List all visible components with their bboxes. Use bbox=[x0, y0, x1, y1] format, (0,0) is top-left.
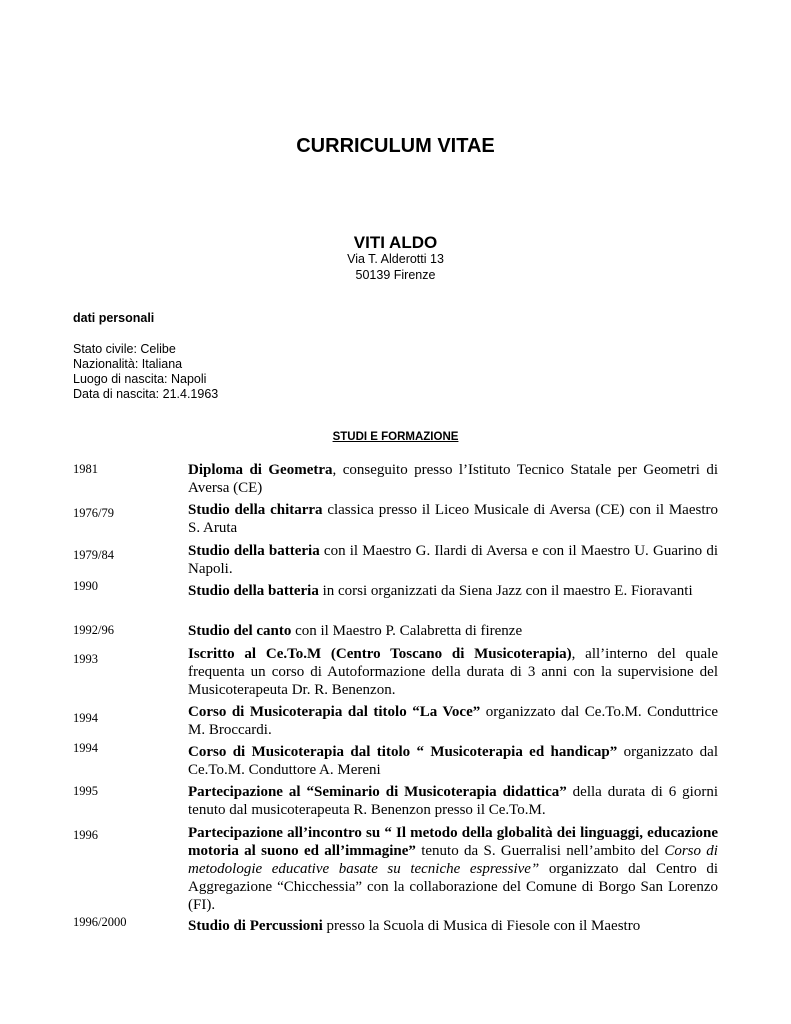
entry-title: Diploma di Geometra bbox=[188, 462, 333, 478]
entry-text: con il Maestro P. Calabretta di firenze bbox=[291, 623, 523, 639]
entry-year: 1979/84 bbox=[73, 548, 114, 562]
nationality: Nazionalità: Italiana bbox=[73, 357, 183, 371]
entry-title: Corso di Musicoterapia dal titolo “La Voce” bbox=[188, 704, 481, 720]
entry-description bbox=[188, 622, 718, 640]
entry-course-title: Corso di metodologie educative basate su tecniche espressive” bbox=[188, 843, 718, 877]
entry-text: con il Maestro G. Ilardi di Aversa e con il Maestro U. Guarino di Napoli. bbox=[188, 543, 718, 577]
entry-description bbox=[188, 824, 718, 914]
entry-text-continued: organizzato dal Centro di Aggregazione “Chicchessia” con la collaborazione del Comune di Borgo San Lorenzo (FI). bbox=[188, 861, 718, 913]
birthplace: Luogo di nascita: Napoli bbox=[73, 372, 207, 386]
entry-description bbox=[188, 917, 718, 935]
entry-year: 1990 bbox=[73, 579, 98, 593]
entry-description bbox=[188, 501, 718, 537]
address-street: Via T. Alderotti 13 bbox=[347, 252, 444, 266]
person-name: VITI ALDO bbox=[353, 233, 438, 252]
entry-description bbox=[188, 645, 718, 699]
personal-data-heading: dati personali bbox=[73, 311, 155, 325]
entry-text: in corsi organizzati da Siena Jazz con il maestro E. Fioravanti bbox=[318, 583, 693, 599]
entry-description bbox=[188, 783, 718, 819]
entry-year: 1993 bbox=[73, 652, 98, 666]
entry-year: 1994 bbox=[73, 711, 98, 725]
entry-text: tenuto da S. Guerralisi nell’ambito del bbox=[415, 843, 665, 859]
marital-status: Stato civile: Celibe bbox=[73, 342, 176, 356]
entry-text: organizzato dal Ce.To.M. Conduttrice M. Broccardi. bbox=[188, 704, 718, 738]
entry-description bbox=[188, 743, 718, 779]
entry-year: 1996 bbox=[73, 828, 98, 842]
birthdate: Data di nascita: 21.4.1963 bbox=[73, 387, 219, 401]
entry-year: 1995 bbox=[73, 784, 98, 798]
address-city: 50139 Firenze bbox=[355, 268, 436, 282]
entry-title: Iscritto al Ce.To.M (Centro Toscano di Musicoterapia) bbox=[188, 646, 572, 662]
entry-title: Studio della batteria bbox=[188, 583, 319, 599]
entry-text: , conseguito presso l’Istituto Tecnico Statale per Geometri di Aversa (CE) bbox=[188, 462, 718, 496]
entry-title: Corso di Musicoterapia dal titolo “ Musicoterapia ed handicap” bbox=[188, 744, 618, 760]
entry-title: Studio di Percussioni bbox=[188, 918, 323, 934]
entry-year: 1981 bbox=[73, 462, 98, 476]
entry-year: 1994 bbox=[73, 741, 98, 755]
entry-description bbox=[188, 542, 718, 578]
entry-text: organizzato dal Ce.To.M. Conduttore A. Mereni bbox=[188, 744, 718, 778]
entry-text: , all’interno del quale frequenta un corso di Autoformazione della durata di 3 anni con la supervisione del Musicoterapeuta Dr. R. Benenzon. bbox=[188, 646, 718, 698]
entry-title: Partecipazione all’incontro su “ Il metodo della globalità dei linguaggi, educazione motoria al suono ed all’immagine” bbox=[188, 825, 718, 859]
entry-description bbox=[188, 582, 718, 600]
document-title: CURRICULUM VITAE bbox=[296, 135, 495, 157]
entry-title: Partecipazione al “Seminario di Musicoterapia didattica” bbox=[188, 784, 567, 800]
entry-title: Studio della chitarra bbox=[188, 502, 323, 518]
entry-description bbox=[188, 461, 718, 497]
entry-year: 1996/2000 bbox=[73, 915, 127, 929]
entry-description bbox=[188, 703, 718, 739]
education-heading: STUDI E FORMAZIONE bbox=[332, 431, 459, 443]
entry-text: della durata di 6 giorni tenuto dal musicoterapeuta R. Benenzon presso il Ce.To.M. bbox=[188, 784, 718, 818]
entry-year: 1976/79 bbox=[73, 506, 114, 520]
entry-title: Studio della batteria bbox=[188, 543, 320, 559]
entry-title: Studio del canto bbox=[188, 623, 292, 639]
entry-text: presso la Scuola di Musica di Fiesole con il Maestro bbox=[322, 918, 641, 934]
entry-year: 1992/96 bbox=[73, 623, 114, 637]
entry-text: classica presso il Liceo Musicale di Aversa (CE) con il Maestro S. Aruta bbox=[188, 502, 718, 536]
